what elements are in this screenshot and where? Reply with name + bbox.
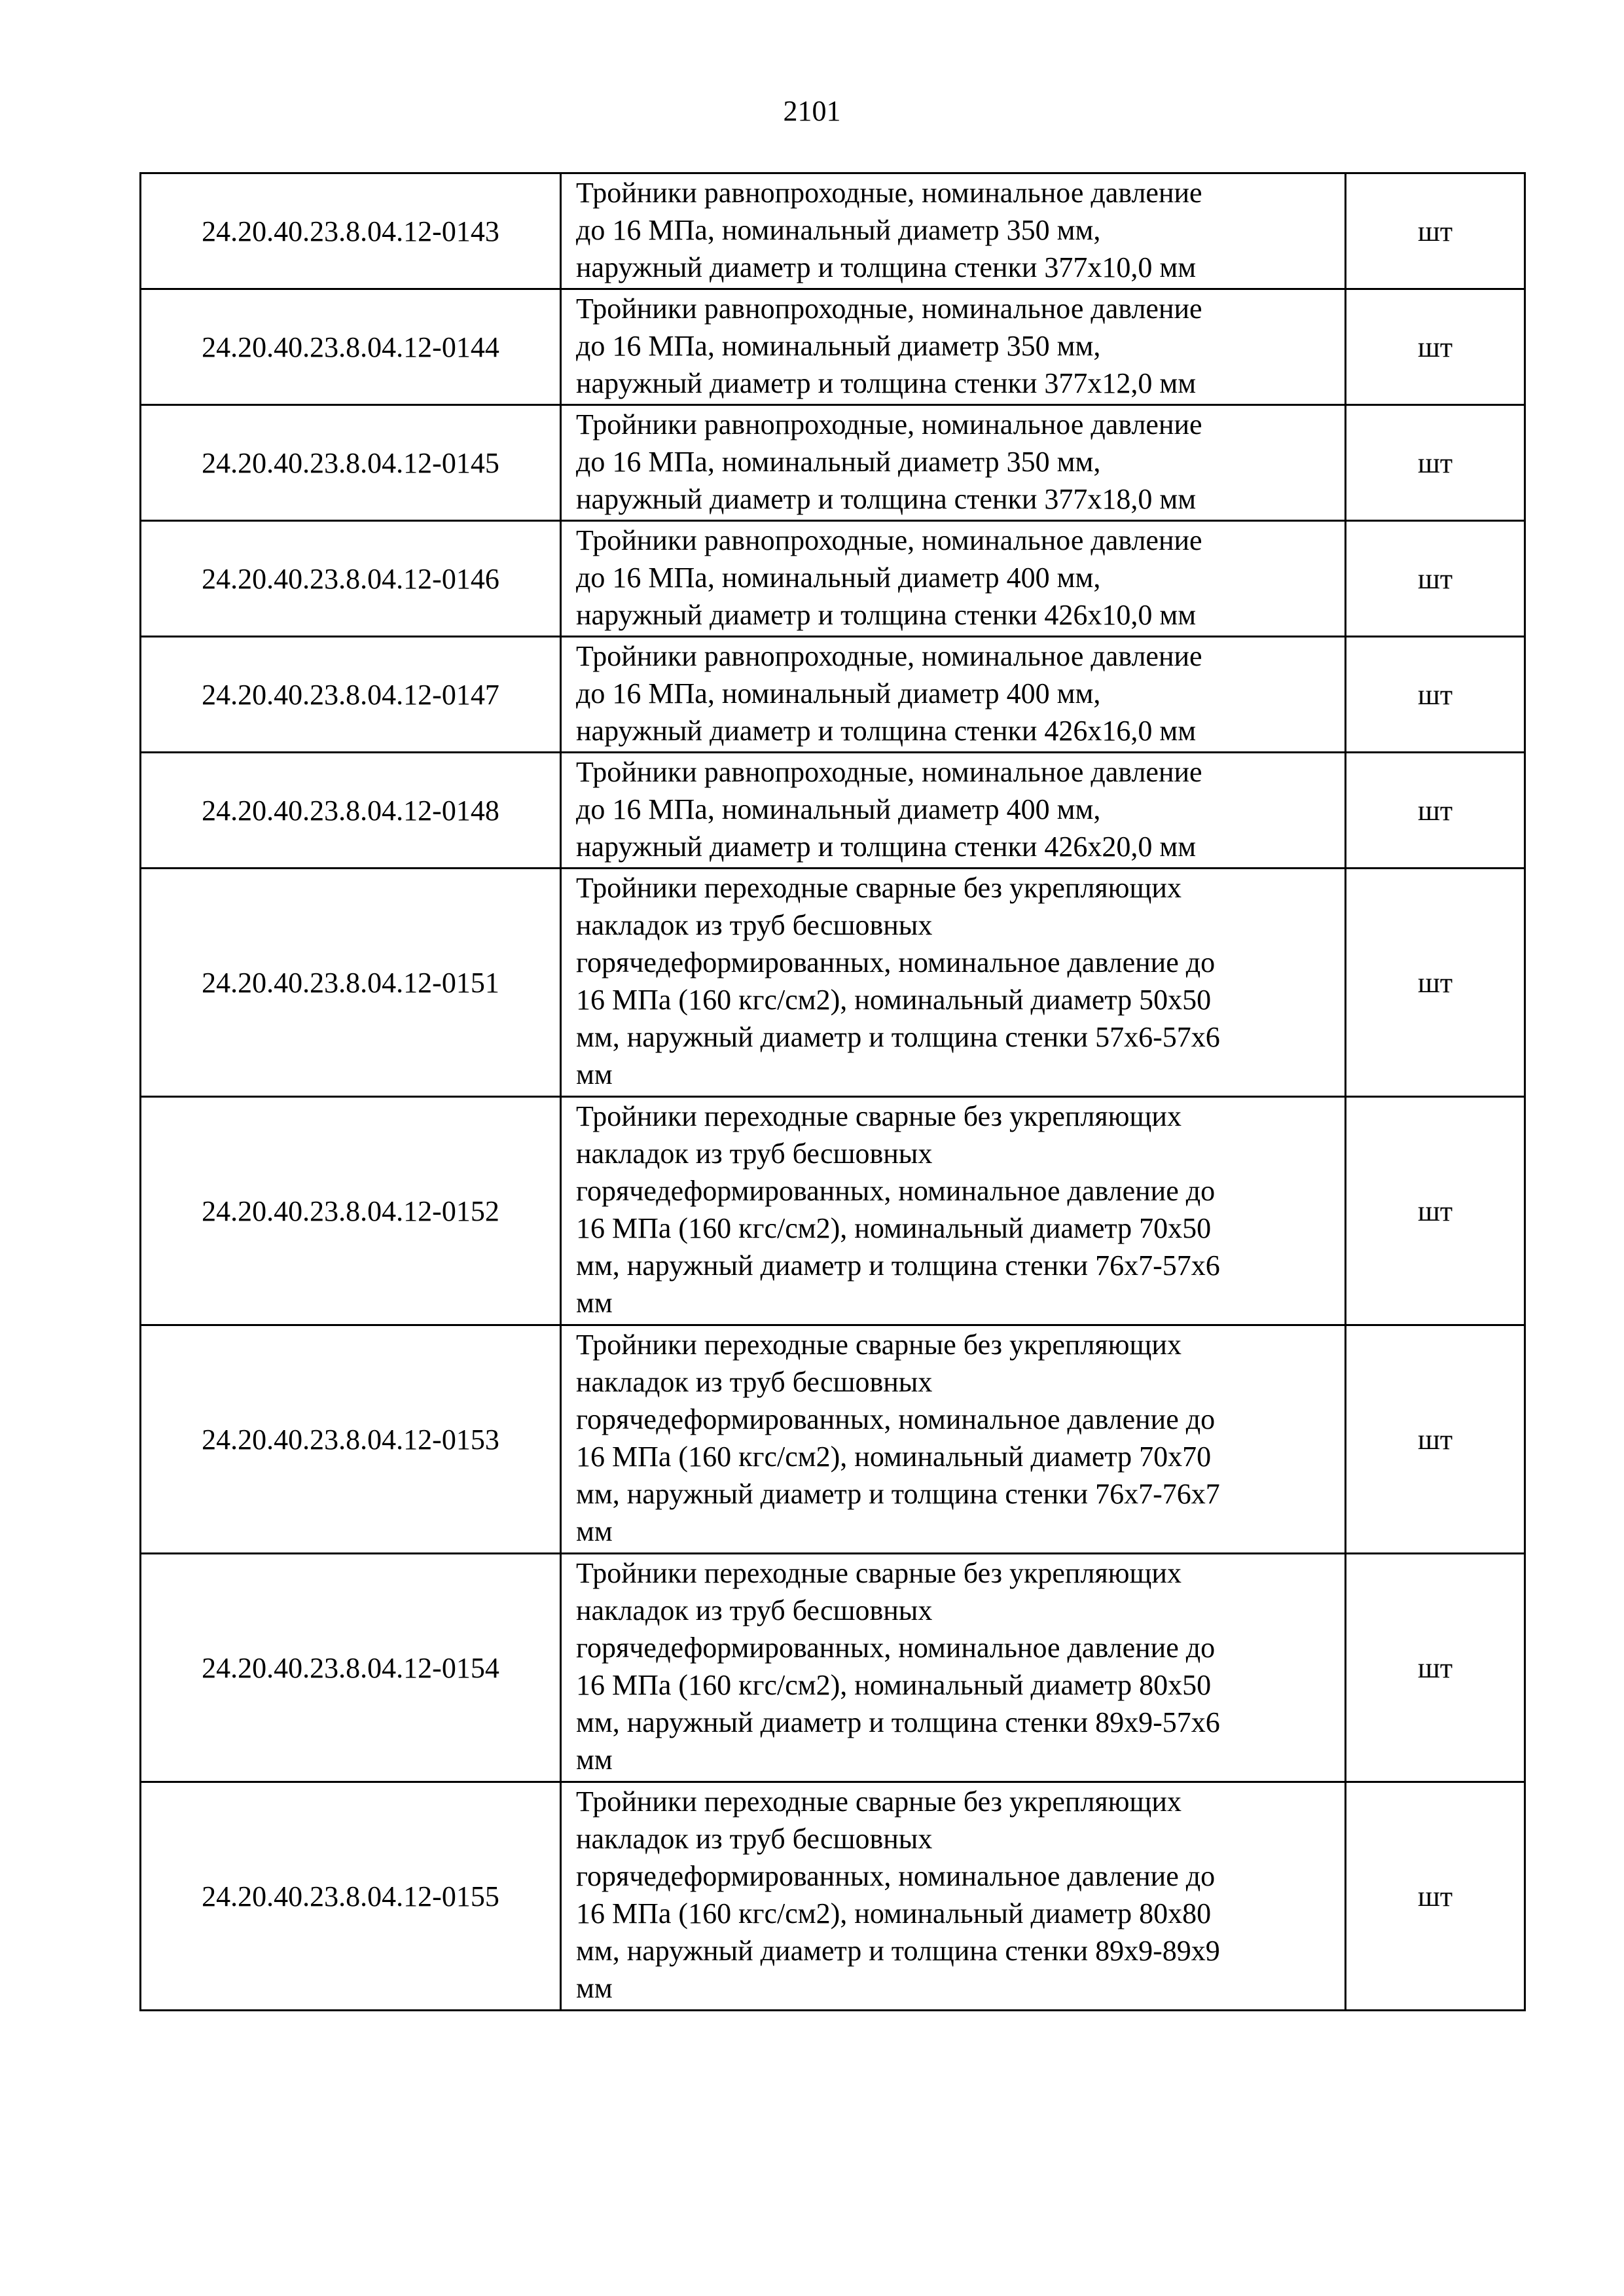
table-row xyxy=(141,1325,1525,1554)
description-text: Тройники переходные сварные без укрепляющих накладок из труб бесшовных горячедеформированных, номинальное давление до 16 МПа (160 кгс/см2), номинальный диаметр 70х70 мм, наружный диаметр и толщина стенки 76х7-76х7 мм xyxy=(576,1329,1220,1547)
resource-code: 24.20.40.23.8.04.12-0153 xyxy=(141,1325,561,1554)
unit-of-measure: шт xyxy=(1346,869,1525,1097)
unit-of-measure: шт xyxy=(1346,289,1525,405)
resource-code: 24.20.40.23.8.04.12-0148 xyxy=(141,753,561,869)
unit-of-measure: шт xyxy=(1346,521,1525,637)
table-row xyxy=(141,637,1525,753)
resource-description xyxy=(561,1554,1346,1782)
description-text: Тройники равнопроходные, номинальное давление до 16 МПа, номинальный диаметр 400 мм, наружный диаметр и толщина стенки 426х10,0 мм xyxy=(576,524,1202,631)
page-number: 2101 xyxy=(783,95,841,127)
resource-code: 24.20.40.23.8.04.12-0144 xyxy=(141,289,561,405)
resource-description xyxy=(561,869,1346,1097)
resource-code: 24.20.40.23.8.04.12-0143 xyxy=(141,173,561,289)
resource-table xyxy=(139,172,1526,2011)
table-row xyxy=(141,753,1525,869)
resource-code: 24.20.40.23.8.04.12-0147 xyxy=(141,637,561,753)
resource-code: 24.20.40.23.8.04.12-0151 xyxy=(141,869,561,1097)
resource-code: 24.20.40.23.8.04.12-0152 xyxy=(141,1097,561,1325)
resource-description xyxy=(561,289,1346,405)
unit-of-measure: шт xyxy=(1346,1554,1525,1782)
description-text: Тройники переходные сварные без укрепляющих накладок из труб бесшовных горячедеформированных, номинальное давление до 16 МПа (160 кгс/см2), номинальный диаметр 80х80 мм, наружный диаметр и толщина стенки 89х9-89х9 мм xyxy=(576,1785,1220,2004)
description-text: Тройники равнопроходные, номинальное давление до 16 МПа, номинальный диаметр 400 мм, наружный диаметр и толщина стенки 426х16,0 мм xyxy=(576,640,1202,747)
resource-description xyxy=(561,521,1346,637)
description-text: Тройники равнопроходные, номинальное давление до 16 МПа, номинальный диаметр 350 мм, наружный диаметр и толщина стенки 377х10,0 мм xyxy=(576,177,1202,283)
table-row xyxy=(141,1782,1525,2011)
description-text: Тройники равнопроходные, номинальное давление до 16 МПа, номинальный диаметр 400 мм, наружный диаметр и толщина стенки 426х20,0 мм xyxy=(576,756,1202,863)
resource-description xyxy=(561,753,1346,869)
unit-of-measure: шт xyxy=(1346,637,1525,753)
resource-description xyxy=(561,173,1346,289)
description-text: Тройники равнопроходные, номинальное давление до 16 МПа, номинальный диаметр 350 мм, наружный диаметр и толщина стенки 377х18,0 мм xyxy=(576,408,1202,515)
unit-of-measure: шт xyxy=(1346,1782,1525,2011)
unit-of-measure: шт xyxy=(1346,1097,1525,1325)
description-text: Тройники переходные сварные без укрепляющих накладок из труб бесшовных горячедеформированных, номинальное давление до 16 МПа (160 кгс/см2), номинальный диаметр 80х50 мм, наружный диаметр и толщина стенки 89х9-57х6 мм xyxy=(576,1557,1220,1776)
resource-description xyxy=(561,1097,1346,1325)
description-text: Тройники переходные сварные без укрепляющих накладок из труб бесшовных горячедеформированных, номинальное давление до 16 МПа (160 кгс/см2), номинальный диаметр 70х50 мм, наружный диаметр и толщина стенки 76х7-57х6 мм xyxy=(576,1100,1220,1319)
resource-code: 24.20.40.23.8.04.12-0146 xyxy=(141,521,561,637)
unit-of-measure: шт xyxy=(1346,1325,1525,1554)
table-row xyxy=(141,173,1525,289)
resource-code: 24.20.40.23.8.04.12-0145 xyxy=(141,405,561,521)
resource-description xyxy=(561,637,1346,753)
table-row xyxy=(141,1554,1525,1782)
unit-of-measure: шт xyxy=(1346,753,1525,869)
table-row xyxy=(141,1097,1525,1325)
resource-description xyxy=(561,1325,1346,1554)
description-text: Тройники переходные сварные без укрепляющих накладок из труб бесшовных горячедеформированных, номинальное давление до 16 МПа (160 кгс/см2), номинальный диаметр 50х50 мм, наружный диаметр и толщина стенки 57х6-57х6 мм xyxy=(576,872,1220,1090)
resource-code: 24.20.40.23.8.04.12-0155 xyxy=(141,1782,561,2011)
unit-of-measure: шт xyxy=(1346,173,1525,289)
unit-of-measure: шт xyxy=(1346,405,1525,521)
table-row xyxy=(141,521,1525,637)
table-row xyxy=(141,289,1525,405)
resource-code: 24.20.40.23.8.04.12-0154 xyxy=(141,1554,561,1782)
resource-description xyxy=(561,1782,1346,2011)
description-text: Тройники равнопроходные, номинальное давление до 16 МПа, номинальный диаметр 350 мм, наружный диаметр и толщина стенки 377х12,0 мм xyxy=(576,293,1202,399)
resource-description xyxy=(561,405,1346,521)
table-row xyxy=(141,405,1525,521)
table-row xyxy=(141,869,1525,1097)
